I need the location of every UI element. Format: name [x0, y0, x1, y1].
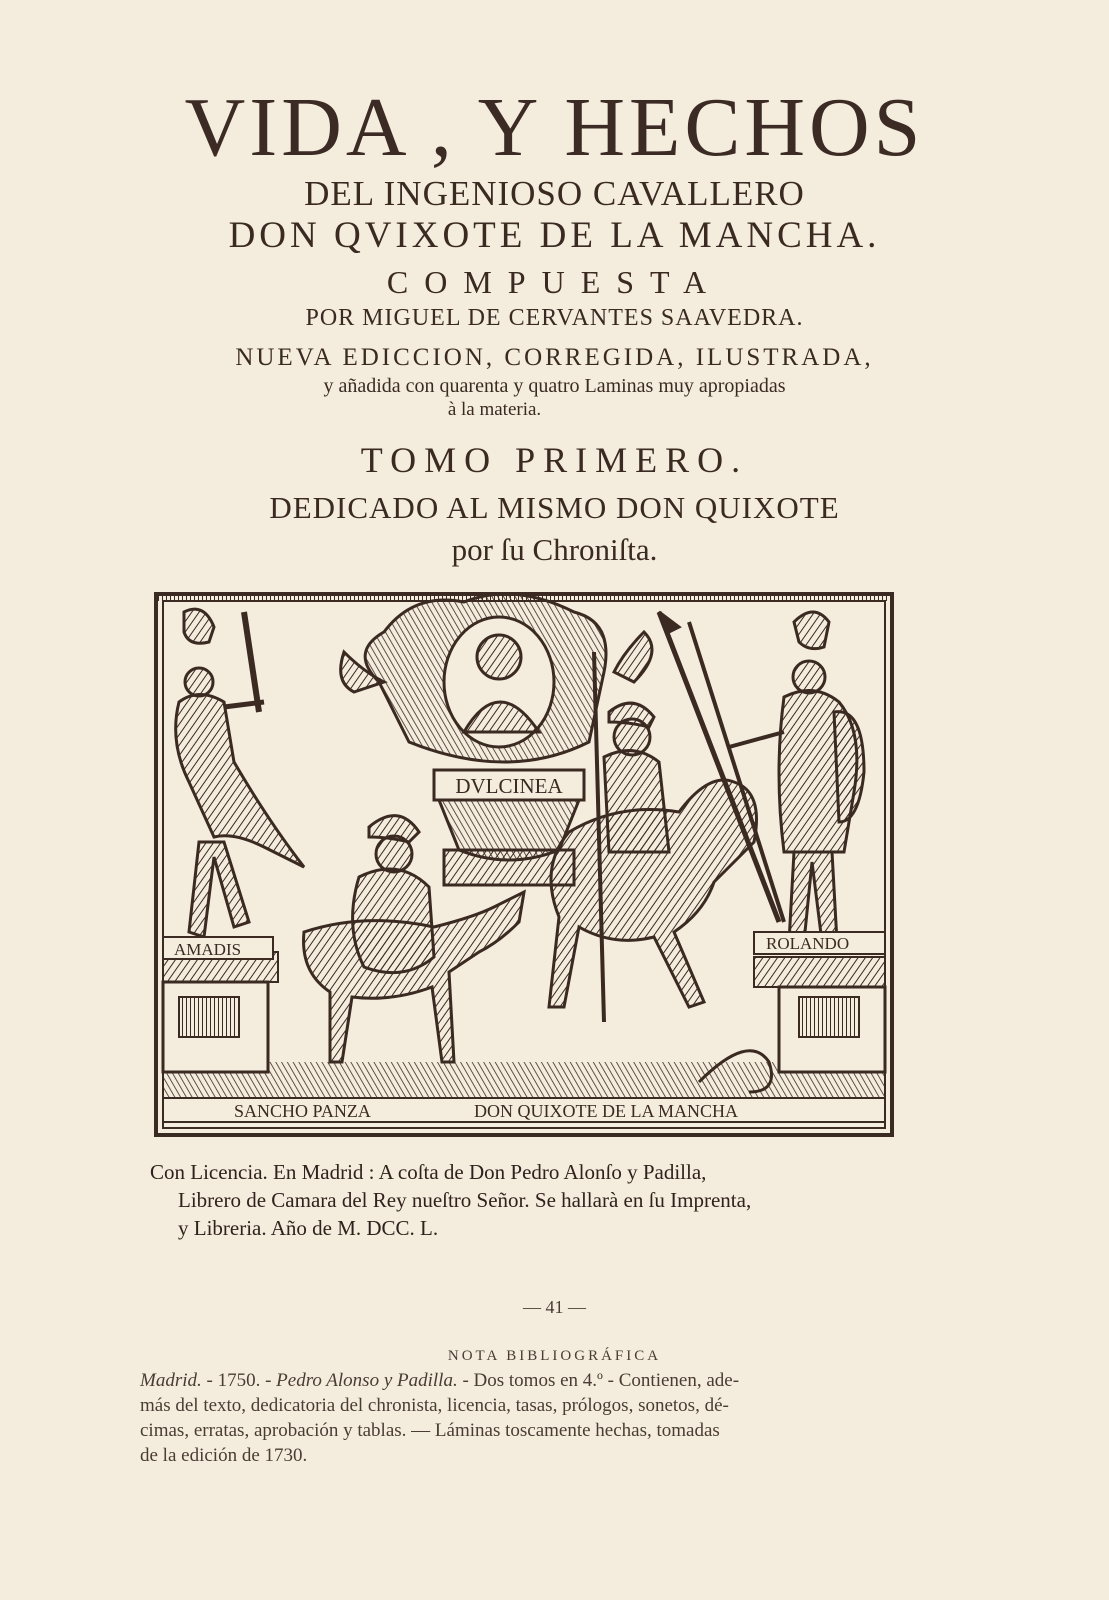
dedication-line-2: por ſu Chroniſta. [451, 532, 658, 567]
woodcut-label-quixote: DON QUIXOTE DE LA MANCHA [474, 1101, 738, 1121]
author-line: POR MIGUEL DE CERVANTES SAAVEDRA. [305, 305, 804, 331]
left-pedestal [163, 952, 278, 1072]
colophon-line-1: Con Licencia. En Madrid : A coſta de Don Pedro Alonſo y Padilla, [150, 1160, 707, 1184]
note-city: Madrid. [140, 1370, 202, 1391]
note-printer: Pedro Alonso y Padilla. [276, 1370, 458, 1391]
edition-line-3: à la materia. [447, 399, 542, 420]
woodcut-illustration [154, 592, 894, 1137]
note-line-4: de la edición de 1730. [140, 1445, 308, 1466]
woodcut-label-dulcinea: DVLCINEA [455, 774, 563, 798]
page-number: — 41 — [523, 1297, 586, 1317]
note-line-1 [140, 1368, 890, 1393]
woodcut-label-amadis: AMADIS [174, 940, 242, 959]
compuesta-line: COMPUESTA [386, 264, 723, 300]
subtitle-line-1: DEL INGENIOSO CAVALLERO [304, 174, 805, 213]
edition-line-1: NUEVA EDICCION, CORREGIDA, ILUSTRADA, [235, 344, 874, 371]
note-year: - 1750. - [201, 1370, 277, 1391]
woodcut-label-sancho: SANCHO PANZA [234, 1101, 371, 1121]
note-line-2: más del texto, dedicatoria del chronista, licencia, tasas, prólogos, sonetos, dé- [140, 1395, 729, 1416]
woodcut-label-rolando: ROLANDO [766, 934, 850, 953]
colophon-line-2: Librero de Camara del Rey nueſtro Señor. Se hallarà en ſu Imprenta, [178, 1188, 752, 1212]
volume-line: TOMO PRIMERO. [360, 440, 749, 480]
book-title: VIDA , Y HECHOS [184, 81, 925, 174]
bibliographic-note [140, 1368, 890, 1468]
bibliographic-note-heading: NOTA BIBLIOGRÁFICA [447, 1348, 662, 1364]
colophon-line-3: y Libreria. Año de M. DCC. L. [178, 1216, 439, 1240]
edition-line-2: y añadida con quarenta y quatro Laminas muy apropiadas [323, 375, 786, 397]
colophon [150, 1158, 900, 1242]
subtitle-line-2: DON QVIXOTE DE LA MANCHA. [228, 215, 881, 256]
note-line-3: cimas, erratas, aprobación y tablas. — Láminas toscamente hechas, tomadas [140, 1420, 720, 1441]
dedication-line-1: DEDICADO AL MISMO DON QUIXOTE [269, 490, 840, 525]
note-line-1-rest: - Dos tomos en 4.º - Contienen, ade- [457, 1370, 740, 1391]
